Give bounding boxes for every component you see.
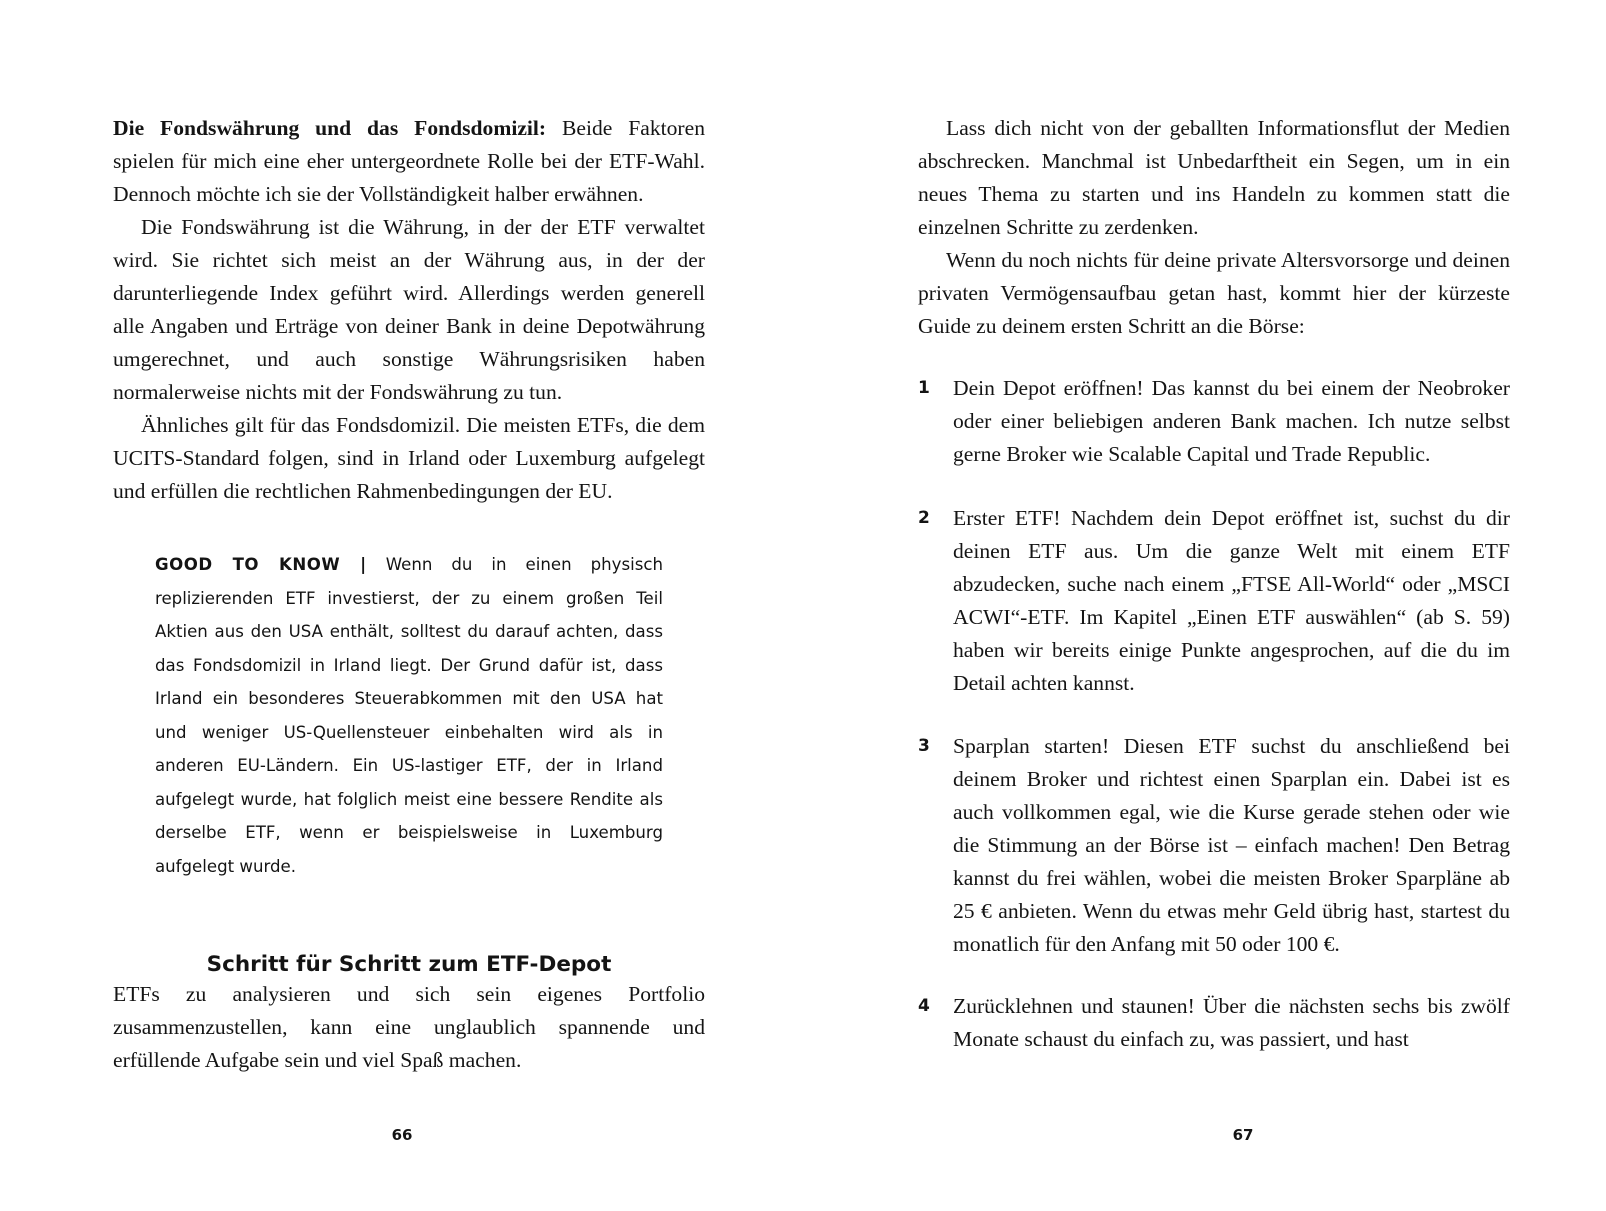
paragraph-fondsdomizil: Ähnliches gilt für das Fondsdomizil. Die meisten ETFs, die dem UCITS-Standard folgen, sind in Irland oder Luxemburg aufgelegt und erfüllen die rechtlichen Rahmenbedingungen der EU. [113,413,705,503]
page-number: 67 [1232,1126,1254,1144]
paragraph-informationsflut: Lass dich nicht von der geballten Informationsflut der Medien abschrecken. Manchmal ist Unbedarftheit ein Segen, um in ein neues Thema zu starten und ins Handeln zu kommen statt die einzelnen Schritte zu zerdenken. [918,116,1510,239]
step-text: Erster ETF! Nachdem dein Depot eröffnet ist, suchst du dir deinen ETF aus. Um die ganze Welt mit einem ETF abzudecken, suche nach einem „FTSE All-World“ oder „MSCI ACWI“-ETF. Im Kapitel „Einen ETF auswählen“ (ab S. 59) haben wir bereits einige Punkte angesprochen, auf die du im Detail achten kannst. [953,506,1510,695]
step-number: 3 [918,736,930,756]
paragraph-etf-analyse: ETFs zu analysieren und sich sein eigenes Portfolio zusammenzustellen, kann eine unglaublich spannende und erfüllende Aufgabe sein und viel Spaß machen. [113,982,705,1072]
good-to-know-label: GOOD TO KNOW | [155,555,367,574]
list-item [918,990,1510,1056]
good-to-know-text: Wenn du in einen physisch replizierenden ETF investierst, der zu einem großen Teil Aktien aus den USA enthält, solltest du darauf achten, dass das Fondsdomizil in Irland liegt. Der Grund dafür ist, dass Irland ein besonderes Steuerabkommen mit den USA hat und weniger US-Quellensteuer einbehalten wird als in anderen EU-Ländern. Ein US-lastiger ETF, der in Irland aufgelegt wurde, hat folglich meist eine bessere Rendite als derselbe ETF, wenn er beispielsweise in Luxemburg aufgelegt wurde. [155,555,663,876]
page-number: 66 [391,1126,413,1144]
step-number: 1 [918,378,930,398]
list-item [918,730,1510,961]
step-text: Dein Depot eröffnen! Das kannst du bei einem der Neobroker oder einer beliebigen anderen Bank machen. Ich nutze selbst gerne Broker wie Scalable Capital und Trade Republic. [953,376,1510,466]
step-text: Sparplan starten! Diesen ETF suchst du anschließend bei deinem Broker und richtest einen Sparplan ein. Dabei ist es auch vollkommen egal, wie die Kurse gerade stehen oder wie die Stimmung an der Börse ist – einfach machen! Den Betrag kannst du frei wählen, wobei die meisten Broker Sparpläne ab 25 € anbieten. Wenn du etwas mehr Geld übrig hast, startest du monatlich für den Anfang mit 50 oder 100 €. [953,734,1510,956]
good-to-know-box [155,548,663,883]
paragraph-lead: Die Fondswährung und das Fondsdomizil: [113,116,547,140]
list-item [918,372,1510,471]
paragraph-text: Beide Faktoren spielen für mich eine eher untergeordnete Rolle bei der ETF-Wahl. Dennoch möchte ich sie der Vollständigkeit halber erwähnen. [113,116,705,206]
step-number: 4 [918,996,930,1016]
left-body-bottom [113,978,705,1077]
step-text: Zurücklehnen und staunen! Über die nächsten sechs bis zwölf Monate schaust du einfach zu, was passiert, und hast [953,994,1510,1051]
paragraph-guide-intro: Wenn du noch nichts für deine private Altersvorsorge und deinen privaten Vermögensaufbau getan hast, kommt hier der kürzeste Guide zu deinem ersten Schritt an die Börse: [918,248,1510,338]
section-heading: Schritt für Schritt zum ETF-Depot [206,952,612,977]
right-page [803,0,1606,1211]
left-body-top [113,112,705,508]
paragraph-fondswaehrung-intro [113,112,705,211]
list-item [918,502,1510,700]
right-body-top [918,112,1510,343]
step-number: 2 [918,508,930,528]
paragraph-fondswaehrung: Die Fondswährung ist die Währung, in der der ETF verwaltet wird. Sie richtet sich meist an der Währung aus, in der der darunterliegende Index geführt wird. Allerdings werden generell alle Angaben und Erträge von deiner Bank in deine Depotwährung umgerechnet, und auch sonstige Währungsrisiken haben normalerweise nichts mit der Fondswährung zu tun. [113,215,705,404]
